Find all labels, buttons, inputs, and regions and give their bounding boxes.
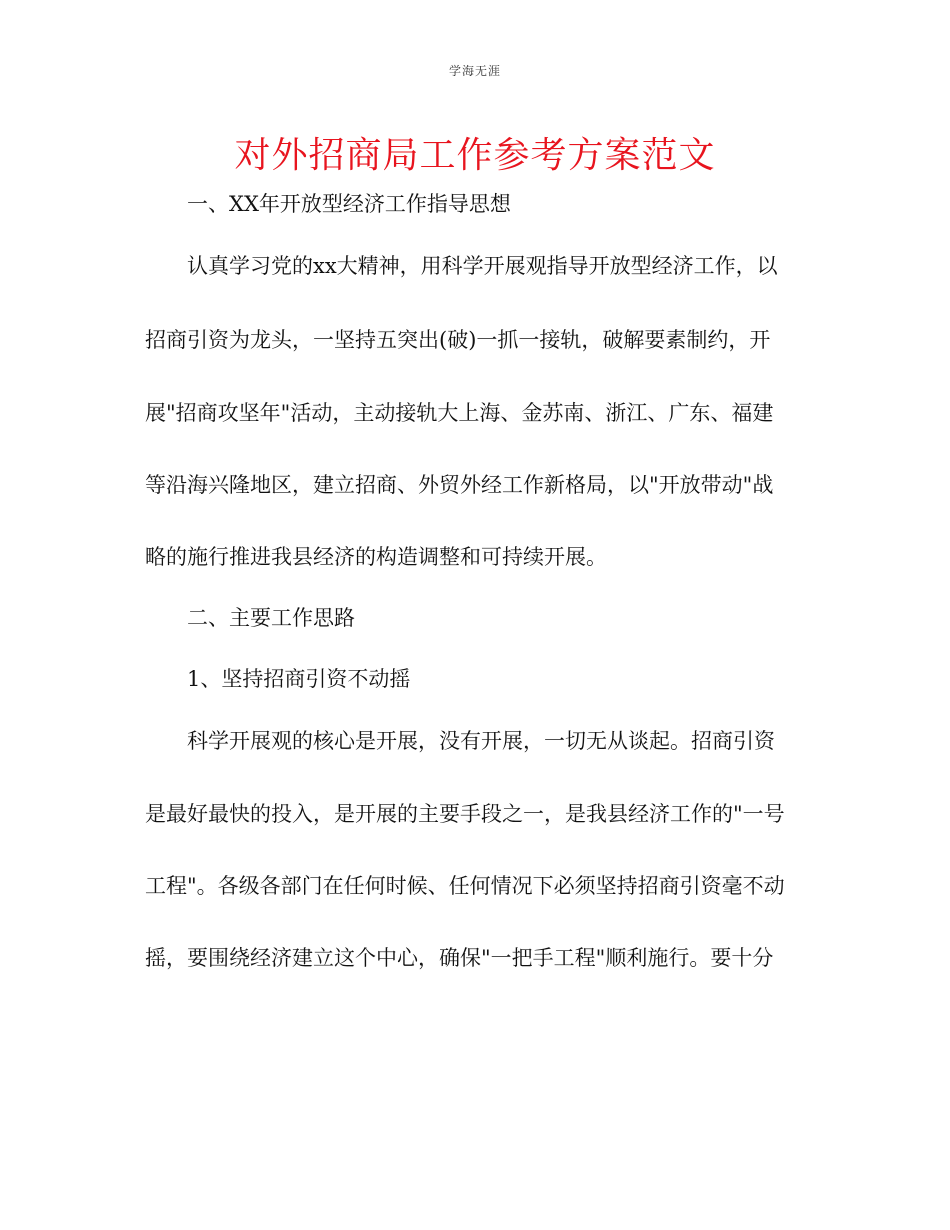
paragraph-line: 略的施行推进我县经济的构造调整和可持续开展。: [145, 545, 607, 569]
paragraph-line: 招商引资为龙头，一坚持五突出(破)一抓一接轨，破解要素制约，开: [145, 328, 771, 352]
subsection-heading: 1、坚持招商引资不动摇: [187, 667, 411, 691]
paragraph-line: 摇，要围绕经济建立这个中心，确保"一把手工程"顺利施行。要十分: [145, 946, 774, 970]
paragraph-line: 是最好最快的投入，是开展的主要手段之一，是我县经济工作的"一号: [145, 802, 785, 826]
section-heading-1: 一、XX年开放型经济工作指导思想: [187, 192, 511, 216]
paragraph-line: 科学开展观的核心是开展，没有开展，一切无从谈起。招商引资: [187, 729, 775, 753]
paragraph-line: 展"招商攻坚年"活动，主动接轨大上海、金苏南、浙江、广东、福建: [145, 401, 774, 425]
section-heading-2: 二、主要工作思路: [187, 606, 355, 630]
paragraph-line: 认真学习党的xx大精神，用科学开展观指导开放型经济工作，以: [187, 254, 778, 278]
paragraph-line: 工程"。各级各部门在任何时候、任何情况下必须坚持招商引资毫不动: [145, 874, 785, 898]
page-header: 学海无涯: [448, 64, 501, 78]
document-title: 对外招商局工作参考方案范文: [234, 135, 716, 176]
paragraph-line: 等沿海兴隆地区，建立招商、外贸外经工作新格局，以"开放带动"战: [145, 473, 774, 497]
